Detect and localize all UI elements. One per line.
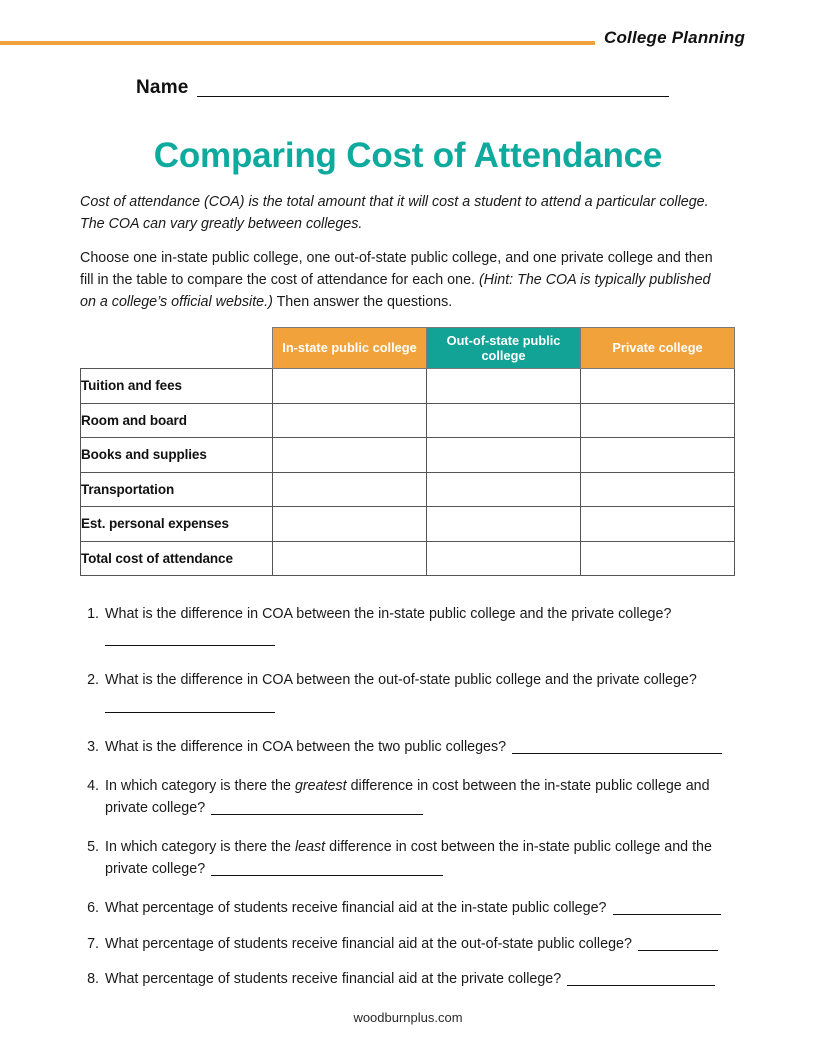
row-label-books-and-supplies: Books and supplies [81, 438, 273, 473]
question-4-body [105, 776, 740, 819]
table-row [81, 472, 735, 507]
question-5-body [105, 837, 740, 880]
intro-paragraph-2 [80, 248, 722, 313]
name-label: Name [136, 77, 189, 98]
question-4-text-after: difference in cost between the in-state public college and private college? [105, 778, 710, 816]
question-6-body [105, 898, 740, 919]
name-input-blank[interactable] [197, 79, 669, 97]
question-8 [80, 969, 740, 990]
table-header-out-of-state: Out-of-state public college [427, 328, 581, 369]
cell-transportation-private[interactable] [581, 472, 735, 507]
question-8-number: 8. [87, 970, 99, 987]
question-1-number: 1. [87, 606, 99, 622]
row-label-transportation: Transportation [81, 472, 273, 507]
question-7-text: What percentage of students receive financial aid at the out-of-state public college? [105, 935, 632, 952]
cell-tuition-out-of-state[interactable] [427, 369, 581, 404]
cell-books-private[interactable] [581, 438, 735, 473]
table-row [81, 403, 735, 438]
question-7-answer-blank[interactable] [638, 939, 718, 951]
cell-personal-private[interactable] [581, 507, 735, 542]
question-4-text-before: In which category is there the [105, 778, 295, 795]
question-5-text-before: In which category is there the [105, 839, 295, 856]
footer-site-label: woodburnplus.com [353, 1010, 463, 1025]
question-8-body [105, 969, 740, 990]
question-4-number: 4. [87, 778, 99, 795]
cell-books-in-state[interactable] [273, 438, 427, 473]
table-header-row [81, 328, 735, 369]
question-1-answer-blank[interactable] [105, 631, 275, 646]
table-row [81, 541, 735, 576]
question-3-answer-blank[interactable] [512, 742, 722, 754]
question-2-body [105, 670, 740, 712]
question-5-emphasis: least [294, 839, 326, 856]
question-5-text-after: difference in cost between the in-state public college and the private college? [105, 839, 712, 877]
cell-room-private[interactable] [581, 403, 735, 438]
question-8-text: What percentage of students receive financial aid at the private college? [105, 970, 562, 987]
intro-paragraph-1: Cost of attendance (COA) is the total amount that it will cost a student to attend a particular college. The COA can vary greatly between colleges. [80, 194, 709, 232]
question-3-number: 3. [87, 738, 99, 755]
cell-total-out-of-state[interactable] [427, 541, 581, 576]
question-5-answer-blank[interactable] [211, 864, 443, 876]
question-6-text: What percentage of students receive financial aid at the in-state public college? [105, 900, 607, 917]
row-label-tuition-and-fees: Tuition and fees [81, 369, 273, 404]
table-row [81, 369, 735, 404]
question-5-number: 5. [87, 839, 99, 856]
page-title: Comparing Cost of Attendance [153, 136, 663, 175]
table-row [81, 507, 735, 542]
question-7 [80, 934, 740, 955]
intro-hint: (Hint: The COA is typically published on a college’s official website.) [80, 272, 711, 310]
cell-room-in-state[interactable] [273, 403, 427, 438]
name-field [136, 78, 669, 97]
question-7-body [105, 934, 740, 955]
page-header [0, 28, 816, 62]
question-2 [80, 670, 740, 712]
cell-tuition-private[interactable] [581, 369, 735, 404]
cell-transportation-out-of-state[interactable] [427, 472, 581, 507]
question-6-number: 6. [87, 900, 99, 917]
question-3-body [105, 737, 740, 758]
cell-tuition-in-state[interactable] [273, 369, 427, 404]
cell-transportation-in-state[interactable] [273, 472, 427, 507]
question-4 [80, 776, 740, 819]
question-6-answer-blank[interactable] [613, 903, 721, 915]
question-4-emphasis: greatest [294, 778, 347, 795]
row-label-est-personal-expenses: Est. personal expenses [81, 507, 273, 542]
table-header-in-state: In-state public college [273, 328, 427, 369]
question-2-text: What is the difference in COA between the out-of-state public college and the private college? [105, 672, 697, 689]
row-label-total-cost-of-attendance: Total cost of attendance [81, 541, 273, 576]
question-4-answer-blank[interactable] [211, 803, 423, 815]
question-3-text: What is the difference in COA between the two public colleges? [105, 738, 507, 755]
table-header-private: Private college [581, 328, 735, 369]
cost-of-attendance-table [80, 327, 735, 576]
question-3 [80, 737, 740, 758]
table-header-spacer [81, 328, 273, 369]
question-1-text: What is the difference in COA between the in-state public college and the private college? [105, 606, 672, 622]
header-category-label: College Planning [604, 28, 746, 47]
table-row [81, 438, 735, 473]
question-1-body [105, 604, 740, 646]
question-5 [80, 837, 740, 880]
cell-total-in-state[interactable] [273, 541, 427, 576]
question-8-answer-blank[interactable] [567, 974, 715, 986]
question-1 [80, 604, 740, 646]
cell-room-out-of-state[interactable] [427, 403, 581, 438]
cell-total-private[interactable] [581, 541, 735, 576]
header-orange-rule [0, 41, 595, 45]
cell-personal-in-state[interactable] [273, 507, 427, 542]
questions-section [80, 604, 740, 990]
question-7-number: 7. [87, 935, 99, 952]
question-6 [80, 898, 740, 919]
intro-paragraph-2-part2: Then answer the questions. [272, 293, 453, 310]
cell-books-out-of-state[interactable] [427, 438, 581, 473]
question-2-number: 2. [87, 672, 99, 689]
cell-personal-out-of-state[interactable] [427, 507, 581, 542]
question-2-answer-blank[interactable] [105, 698, 275, 713]
intro-section [80, 192, 722, 314]
row-label-room-and-board: Room and board [81, 403, 273, 438]
intro-paragraph-2-part1: Choose one in-state public college, one out-of-state public college, and one private college and then fill in the table to compare the cost of attendance for each one. [80, 250, 713, 289]
